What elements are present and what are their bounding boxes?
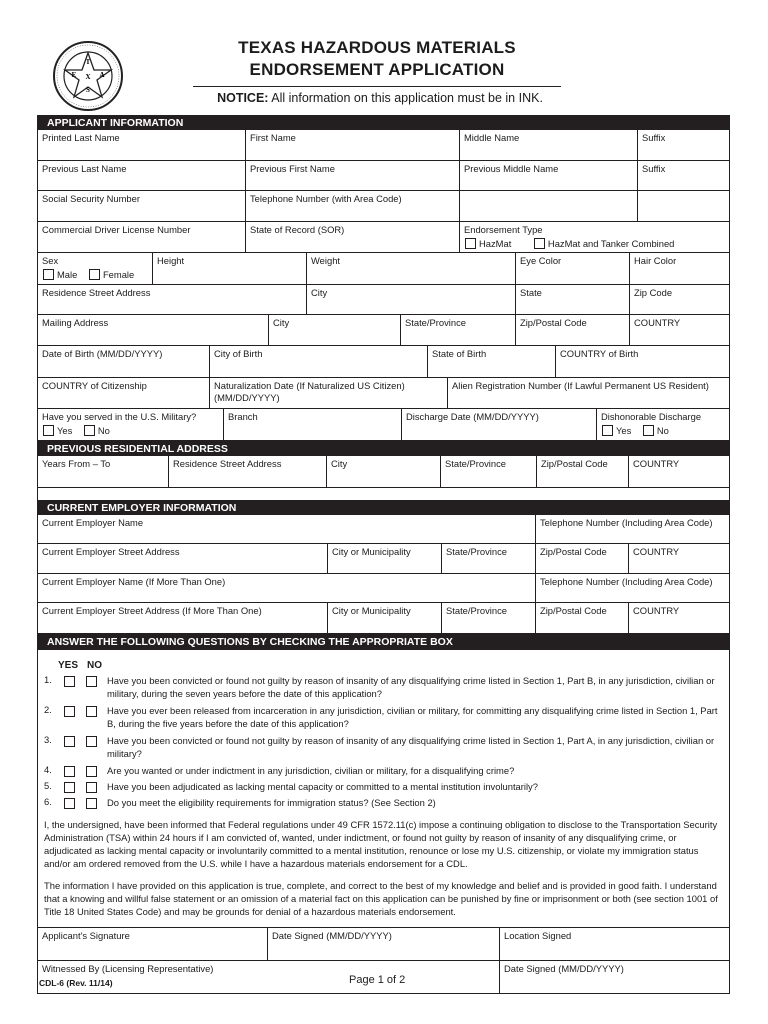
q3-no-checkbox[interactable] — [86, 736, 97, 747]
field-discharge-date[interactable]: Discharge Date (MM/DD/YYYY) — [402, 409, 597, 440]
field-middle-name[interactable]: Middle Name — [460, 130, 638, 160]
field-alien-registration[interactable]: Alien Registration Number (If Lawful Permanent US Resident) — [448, 378, 730, 408]
field-employer-name-2[interactable]: Current Employer Name (If More Than One) — [38, 574, 536, 602]
military-label: Have you served in the U.S. Military? — [42, 411, 197, 422]
sex-label: Sex — [42, 255, 59, 266]
q4-yes-checkbox[interactable] — [64, 766, 75, 777]
field-previous-first-name[interactable]: Previous First Name — [246, 161, 460, 190]
tsa-disclosure-statement: I, the undersigned, have been informed that Federal regulations under 49 CFR 1572.11(c) impose a continuing obligation to disclose to the Transportation Security Administration (TSA) within 24 hours if I am convicted of, wanted, under indictment, or found not guilty by reason of insanity of any disqualifying crime, or adjudicated as lacking mental capacity or involuntarily committed to a mental institution, renounce or lose my U.S. citizenship, or violate my immigration status and/or am ordered removed from the U.S. while I have a hazardous materials endorsement for a CDL. — [44, 819, 718, 869]
q6-no-checkbox[interactable] — [86, 798, 97, 809]
field-employer-country[interactable]: COUNTRY — [629, 544, 730, 573]
q5-no-checkbox[interactable] — [86, 782, 97, 793]
application-form — [37, 115, 730, 994]
q2-yes-checkbox[interactable] — [64, 706, 75, 717]
field-weight[interactable]: Weight — [307, 253, 516, 284]
question-text: Have you ever been released from incarceration in any jurisdiction, civilian or military, for committing any disqualifying crime listed in Section 1, Part B, during the five years before the date of this application? — [107, 705, 718, 729]
ink-notice — [160, 91, 600, 105]
page-number: Page 1 of 2 — [349, 974, 406, 986]
male-label: Male — [57, 269, 78, 280]
question-text: Have you been convicted or found not guilty by reason of insanity of any disqualifying crime listed in Section 1, Part A, in any jurisdiction, civilian or military? — [107, 735, 715, 759]
field-previous-last-name[interactable]: Previous Last Name — [38, 161, 246, 190]
field-state-of-record[interactable]: State of Record (SOR) — [246, 222, 460, 252]
field-mailing-zip-postal[interactable]: Zip/Postal Code — [516, 315, 630, 345]
field-endorsement-type — [460, 222, 730, 252]
field-employer-state-province-2[interactable]: State/Province — [442, 603, 536, 633]
field-city-of-birth[interactable]: City of Birth — [210, 346, 428, 377]
question-text: Have you been convicted or found not guilty by reason of insanity of any disqualifying crime listed in Section 1, Part B, in any jurisdiction, civilian or military, during the seven years before the date of this application? — [107, 675, 715, 699]
field-employer-name[interactable]: Current Employer Name — [38, 515, 536, 543]
field-telephone[interactable]: Telephone Number (with Area Code) — [246, 191, 460, 221]
field-residence-city[interactable]: City — [307, 285, 516, 314]
field-prev-zip-postal[interactable]: Zip/Postal Code — [537, 456, 629, 487]
q4-no-checkbox[interactable] — [86, 766, 97, 777]
military-yes-label: Yes — [57, 425, 73, 436]
military-yes-checkbox[interactable] — [43, 425, 54, 436]
field-employer-street-2[interactable]: Current Employer Street Address (If More Than One) — [38, 603, 328, 633]
field-prev-city[interactable]: City — [327, 456, 441, 487]
seal-letter: E — [71, 71, 77, 79]
field-state-of-birth[interactable]: State of Birth — [428, 346, 556, 377]
question-number: 3. — [44, 734, 52, 745]
field-mailing-city[interactable]: City — [269, 315, 401, 345]
hazmat-checkbox[interactable] — [465, 238, 476, 249]
field-ssn[interactable]: Social Security Number — [38, 191, 246, 221]
seal-letter: X — [85, 73, 91, 81]
field-employer-street[interactable]: Current Employer Street Address — [38, 544, 328, 573]
field-height[interactable]: Height — [153, 253, 307, 284]
field-printed-last-name[interactable]: Printed Last Name — [38, 130, 246, 160]
question-text: Have you been adjudicated as lacking mental capacity or committed to a mental institution involuntarily? — [107, 781, 538, 792]
field-residence-state[interactable]: State — [516, 285, 630, 314]
seal-letter: A — [99, 71, 105, 79]
field-naturalization-date[interactable]: Naturalization Date (If Naturalized US Citizen) (MM/DD/YYYY) — [210, 378, 448, 408]
field-employer-country-2[interactable]: COUNTRY — [629, 603, 730, 633]
field-country-of-birth[interactable]: COUNTRY of Birth — [556, 346, 730, 377]
field-branch[interactable]: Branch — [224, 409, 402, 440]
field-mailing-address[interactable]: Mailing Address — [38, 315, 269, 345]
field-employer-zip-postal-2[interactable]: Zip/Postal Code — [536, 603, 629, 633]
field-hair-color[interactable]: Hair Color — [630, 253, 730, 284]
field-employer-zip-postal[interactable]: Zip/Postal Code — [536, 544, 629, 573]
notice-text: All information on this application must be in INK. — [268, 91, 543, 105]
field-prev-state-province[interactable]: State/Province — [441, 456, 537, 487]
section-current-employer-information: CURRENT EMPLOYER INFORMATION — [37, 500, 730, 515]
form-title-line1: TEXAS HAZARDOUS MATERIALS — [238, 38, 516, 57]
section-answer-questions: ANSWER THE FOLLOWING QUESTIONS BY CHECKING THE APPROPRIATE BOX — [37, 634, 730, 650]
male-checkbox[interactable] — [43, 269, 54, 280]
section-applicant-information: APPLICANT INFORMATION — [37, 115, 730, 130]
section-previous-residential-address: PREVIOUS RESIDENTIAL ADDRESS — [37, 441, 730, 456]
no-column-header: NO — [87, 660, 102, 671]
field-employer-city[interactable]: City or Municipality — [328, 544, 442, 573]
field-dob[interactable]: Date of Birth (MM/DD/YYYY) — [38, 346, 210, 377]
field-eye-color[interactable]: Eye Color — [516, 253, 630, 284]
field-previous-middle-name[interactable]: Previous Middle Name — [460, 161, 638, 190]
military-no-label: No — [97, 425, 110, 436]
dishonorable-yes-checkbox[interactable] — [602, 425, 613, 436]
texas-dps-seal — [52, 40, 124, 112]
field-prev-residence-street[interactable]: Residence Street Address — [169, 456, 327, 487]
field-witness-date-signed[interactable]: Date Signed (MM/DD/YYYY) — [500, 961, 730, 993]
question-number: 6. — [44, 796, 52, 807]
field-years-from-to[interactable]: Years From – To — [38, 456, 169, 487]
field-dishonorable-discharge — [597, 409, 730, 440]
dishonorable-no-label: No — [656, 425, 669, 436]
field-location-signed[interactable]: Location Signed — [500, 928, 730, 960]
field-employer-phone[interactable]: Telephone Number (Including Area Code) — [536, 515, 730, 543]
question-number: 5. — [44, 780, 52, 791]
form-title-line2: ENDORSEMENT APPLICATION — [249, 60, 505, 79]
female-label: Female — [102, 269, 135, 280]
field-employer-phone-2[interactable]: Telephone Number (Including Area Code) — [536, 574, 730, 602]
hazmat-tanker-checkbox[interactable] — [534, 238, 545, 249]
section-spacer — [37, 488, 730, 500]
q6-yes-checkbox[interactable] — [64, 798, 75, 809]
endorsement-type-label: Endorsement Type — [464, 224, 543, 235]
military-no-checkbox[interactable] — [84, 425, 95, 436]
field-employer-city-2[interactable]: City or Municipality — [328, 603, 442, 633]
field-residence-street[interactable]: Residence Street Address — [38, 285, 307, 314]
yes-column-header: YES — [58, 660, 79, 671]
notice-label: NOTICE: — [217, 91, 269, 105]
field-suffix[interactable]: Suffix — [638, 130, 730, 160]
questions-block — [37, 650, 730, 928]
dishonorable-yes-label: Yes — [616, 425, 632, 436]
q1-yes-checkbox[interactable] — [64, 676, 75, 687]
seal-letter: T — [85, 58, 91, 66]
q5-yes-checkbox[interactable] — [64, 782, 75, 793]
field-military-service — [38, 409, 224, 440]
field-mailing-state-province[interactable]: State/Province — [401, 315, 516, 345]
field-country-citizenship[interactable]: COUNTRY of Citizenship — [38, 378, 210, 408]
q3-yes-checkbox[interactable] — [64, 736, 75, 747]
hazmat-tanker-label: HazMat and Tanker Combined — [547, 238, 675, 249]
field-sex — [38, 253, 153, 284]
field-mailing-country[interactable]: COUNTRY — [630, 315, 730, 345]
seal-letter: S — [86, 86, 90, 94]
field-cdl-number[interactable]: Commercial Driver License Number — [38, 222, 246, 252]
field-first-name[interactable]: First Name — [246, 130, 460, 160]
field-applicant-signature[interactable]: Applicant's Signature — [38, 928, 268, 960]
field-prev-country[interactable]: COUNTRY — [629, 456, 730, 487]
female-checkbox[interactable] — [89, 269, 100, 280]
question-number: 2. — [44, 704, 52, 715]
question-number: 1. — [44, 674, 52, 685]
dishonorable-no-checkbox[interactable] — [643, 425, 654, 436]
field-witnessed-by[interactable]: Witnessed By (Licensing Representative) — [38, 961, 500, 993]
q1-no-checkbox[interactable] — [86, 676, 97, 687]
hazmat-label: HazMat — [479, 238, 512, 249]
form-revision-code: CDL-6 (Rev. 11/14) — [39, 978, 113, 988]
field-previous-suffix[interactable]: Suffix — [638, 161, 730, 190]
question-text: Are you wanted or under indictment in any jurisdiction, civilian or military, for a disqualifying crime? — [107, 765, 515, 776]
certification-statement: The information I have provided on this application is true, complete, and correct to the best of my knowledge and belief and is provided in good faith. I understand that a knowing and willful false statement or an omission of a material fact on this application can be punished by fine or imprisonment or both (see section 1001 of Title 18 United States Code) and may be grounds for denial of a hazardous materials endorsement. — [44, 880, 718, 917]
field-residence-zip[interactable]: Zip Code — [630, 285, 730, 314]
question-text: Do you meet the eligibility requirements for immigration status? (See Section 2) — [107, 797, 436, 808]
field-employer-state-province[interactable]: State/Province — [442, 544, 536, 573]
field-date-signed[interactable]: Date Signed (MM/DD/YYYY) — [268, 928, 500, 960]
field-blank-2[interactable] — [638, 191, 730, 221]
title-divider — [193, 86, 561, 87]
dishonorable-label: Dishonorable Discharge — [601, 411, 702, 422]
field-blank-1[interactable] — [460, 191, 638, 221]
question-number: 4. — [44, 764, 52, 775]
q2-no-checkbox[interactable] — [86, 706, 97, 717]
